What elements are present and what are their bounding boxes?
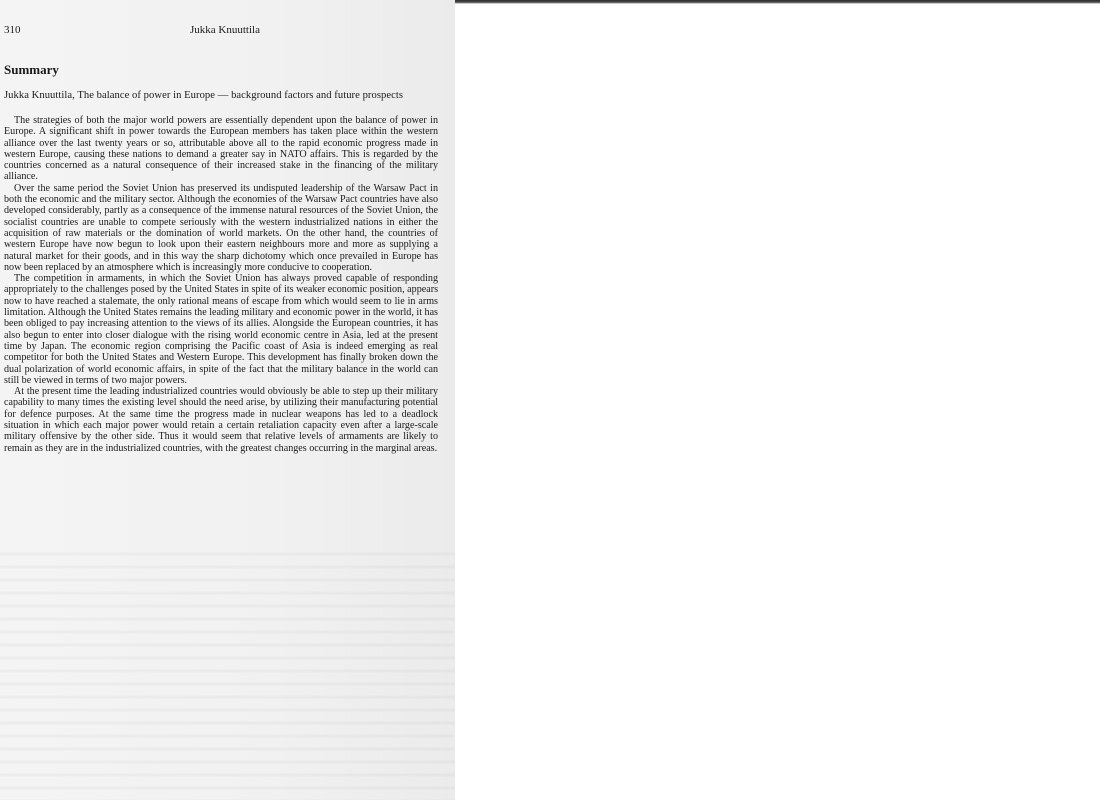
article-reference: Jukka Knuuttila, The balance of power in Europe — background factors and future prospects [4, 90, 404, 101]
section-title: Summary [4, 62, 59, 77]
page-header [4, 24, 434, 40]
summary-paragraph-3: The competition in armaments, in which the Soviet Union has always proved capable of responding appropriately to the challenges posed by the United States in spite of its weaker economic position, appears now to have reached a stalemate, the only rational means of escape from which would seem to lie in arms limitation. Although the United States remains the leading military and economic power in the world, it has been obliged to pay increasing attention to the views of its allies. Alongside the European countries, it has also begun to enter into closer dialogue with the rising world economic centre in Asia, led at the present time by Japan. The economic region comprising the Pacific coast of Asia is indeed emerging as real competitor for both the United States and Western Europe. This development has finally broken down the dual polarization of world economic affairs, in spite of the fact that the military balance in the world can still be viewed in terms of two major powers. [4, 273, 438, 386]
summary-paragraph-4: At the present time the leading industrialized countries would obviously be able to step up their military capability to many times the existing level should the need arise, by utilizing their manufacturing potential for defence purposes. At the same time the progress made in nuclear weapons has led to a deadlock situation in which each major power would retain a certain retaliation capacity even after a large-scale military offensive by the other side. Thus it would seem that relative levels of armaments are likely to remain as they are in the industrialized countries, with the greatest changes occurring in the marginal areas. [4, 386, 438, 454]
running-head: Jukka Knuuttila [190, 24, 260, 36]
page-number: 310 [4, 24, 21, 36]
bleed-through-shading [0, 545, 455, 800]
scan-top-edge [455, 0, 1100, 4]
summary-body [4, 115, 438, 454]
document-page [0, 0, 455, 800]
summary-paragraph-2: Over the same period the Soviet Union has preserved its undisputed leadership of the Warsaw Pact in both the economic and the military sector. Although the economies of the Warsaw Pact countries have also developed considerably, partly as a consequence of the immense natural resources of the Soviet Union, the socialist countries are unable to compete seriously with the western industrialized nations in either the acquisition of raw materials or the domination of world markets. On the other hand, the countries of western Europe have now begun to look upon their eastern neighbours more and more as supplying a natural market for their goods, and in this way the sharp dichotomy which once prevailed in Europe has now been replaced by an atmosphere which is increasingly more conducive to cooperation. [4, 182, 438, 273]
summary-paragraph-1: The strategies of both the major world powers are essentially dependent upon the balance of power in Europe. A significant shift in power towards the European members has taken place within the western alliance over the last twenty years or so, attributable above all to the rapid economic progress made in western Europe, causing these nations to demand a greater say in NATO affairs. This is regarded by the countries concerned as a natural consequence of their increased stake in the financing of the military alliance. [4, 115, 438, 183]
